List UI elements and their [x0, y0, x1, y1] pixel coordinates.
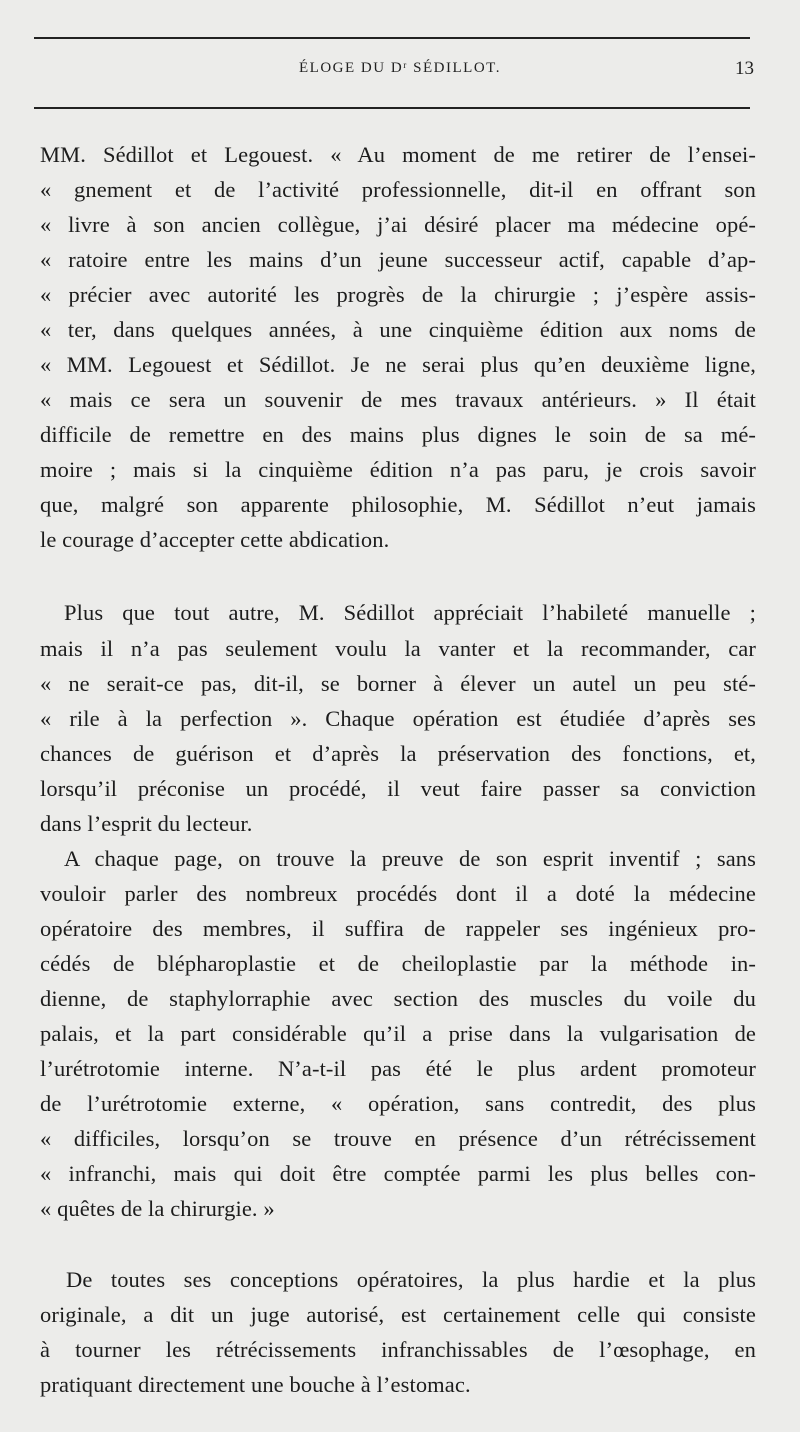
- text-line: « livre à son ancien collègue, j’ai désiré placer ma médecine opé-: [40, 212, 756, 237]
- running-title: ÉLOGE DU Dʳ SÉDILLOT.: [299, 60, 501, 76]
- text-line: dans l’esprit du lecteur.: [40, 811, 253, 836]
- text-line: le courage d’accepter cette abdication.: [40, 527, 390, 552]
- text-line: « MM. Legouest et Sédillot. Je ne serai plus qu’en deuxième ligne,: [40, 352, 756, 377]
- text-line: pratiquant directement une bouche à l’estomac.: [40, 1372, 471, 1397]
- text-line: mais il n’a pas seulement voulu la vanter et la recommander, car: [40, 636, 756, 661]
- text-line: lorsqu’il préconise un procédé, il veut faire passer sa conviction: [40, 776, 756, 801]
- text-line: « ne serait-ce pas, dit-il, se borner à élever un autel un peu sté-: [40, 671, 756, 696]
- text-line: A chaque page, on trouve la preuve de son esprit inventif ; sans: [64, 846, 756, 871]
- text-line: dienne, de staphylorraphie avec section des muscles du voile du: [40, 986, 756, 1011]
- text-line: moire ; mais si la cinquième édition n’a pas paru, je crois savoir: [40, 457, 756, 482]
- text-line: l’urétrotomie interne. N’a-t-il pas été le plus ardent promoteur: [40, 1056, 756, 1081]
- text-line: Plus que tout autre, M. Sédillot appréciait l’habileté manuelle ;: [64, 600, 756, 625]
- text-line: « précier avec autorité les progrès de la chirurgie ; j’espère assis-: [40, 282, 756, 307]
- text-line: de l’urétrotomie externe, « opération, sans contredit, des plus: [40, 1091, 756, 1116]
- text-line: « rile à la perfection ». Chaque opération est étudiée d’après ses: [40, 706, 756, 731]
- text-line: cédés de blépharoplastie et de cheiloplastie par la méthode in-: [40, 951, 756, 976]
- text-line: à tourner les rétrécissements infranchissables de l’œsophage, en: [40, 1337, 756, 1362]
- text-line: difficile de remettre en des mains plus dignes le soin de sa mé-: [40, 422, 756, 447]
- text-line: que, malgré son apparente philosophie, M. Sédillot n’eut jamais: [40, 492, 756, 517]
- text-line: « ratoire entre les mains d’un jeune successeur actif, capable d’ap-: [40, 247, 756, 272]
- text-line: « infranchi, mais qui doit être comptée parmi les plus belles con-: [40, 1161, 756, 1186]
- page-number: 13: [735, 58, 754, 79]
- text-line: MM. Sédillot et Legouest. « Au moment de me retirer de l’ensei-: [40, 142, 756, 167]
- text-line: « ter, dans quelques années, à une cinquième édition aux noms de: [40, 317, 756, 342]
- text-line: opératoire des membres, il suffira de rappeler ses ingénieux pro-: [40, 916, 756, 941]
- text-line: De toutes ses conceptions opératoires, la plus hardie et la plus: [66, 1267, 756, 1292]
- text-line: originale, a dit un juge autorisé, est certainement celle qui consiste: [40, 1302, 756, 1327]
- text-line: « gnement et de l’activité professionnelle, dit-il en offrant son: [40, 177, 756, 202]
- text-line: chances de guérison et d’après la préservation des fonctions, et,: [40, 741, 756, 766]
- text-line: palais, et la part considérable qu’il a prise dans la vulgarisation de: [40, 1021, 756, 1046]
- text-line: « difficiles, lorsqu’on se trouve en présence d’un rétrécissement: [40, 1126, 756, 1151]
- text-line: vouloir parler des nombreux procédés dont il a doté la médecine: [40, 881, 756, 906]
- header-top-rule: [34, 37, 750, 39]
- text-line: « quêtes de la chirurgie. »: [40, 1196, 275, 1221]
- text-line: « mais ce sera un souvenir de mes travaux antérieurs. » Il était: [40, 387, 756, 412]
- header-bottom-rule: [34, 107, 750, 109]
